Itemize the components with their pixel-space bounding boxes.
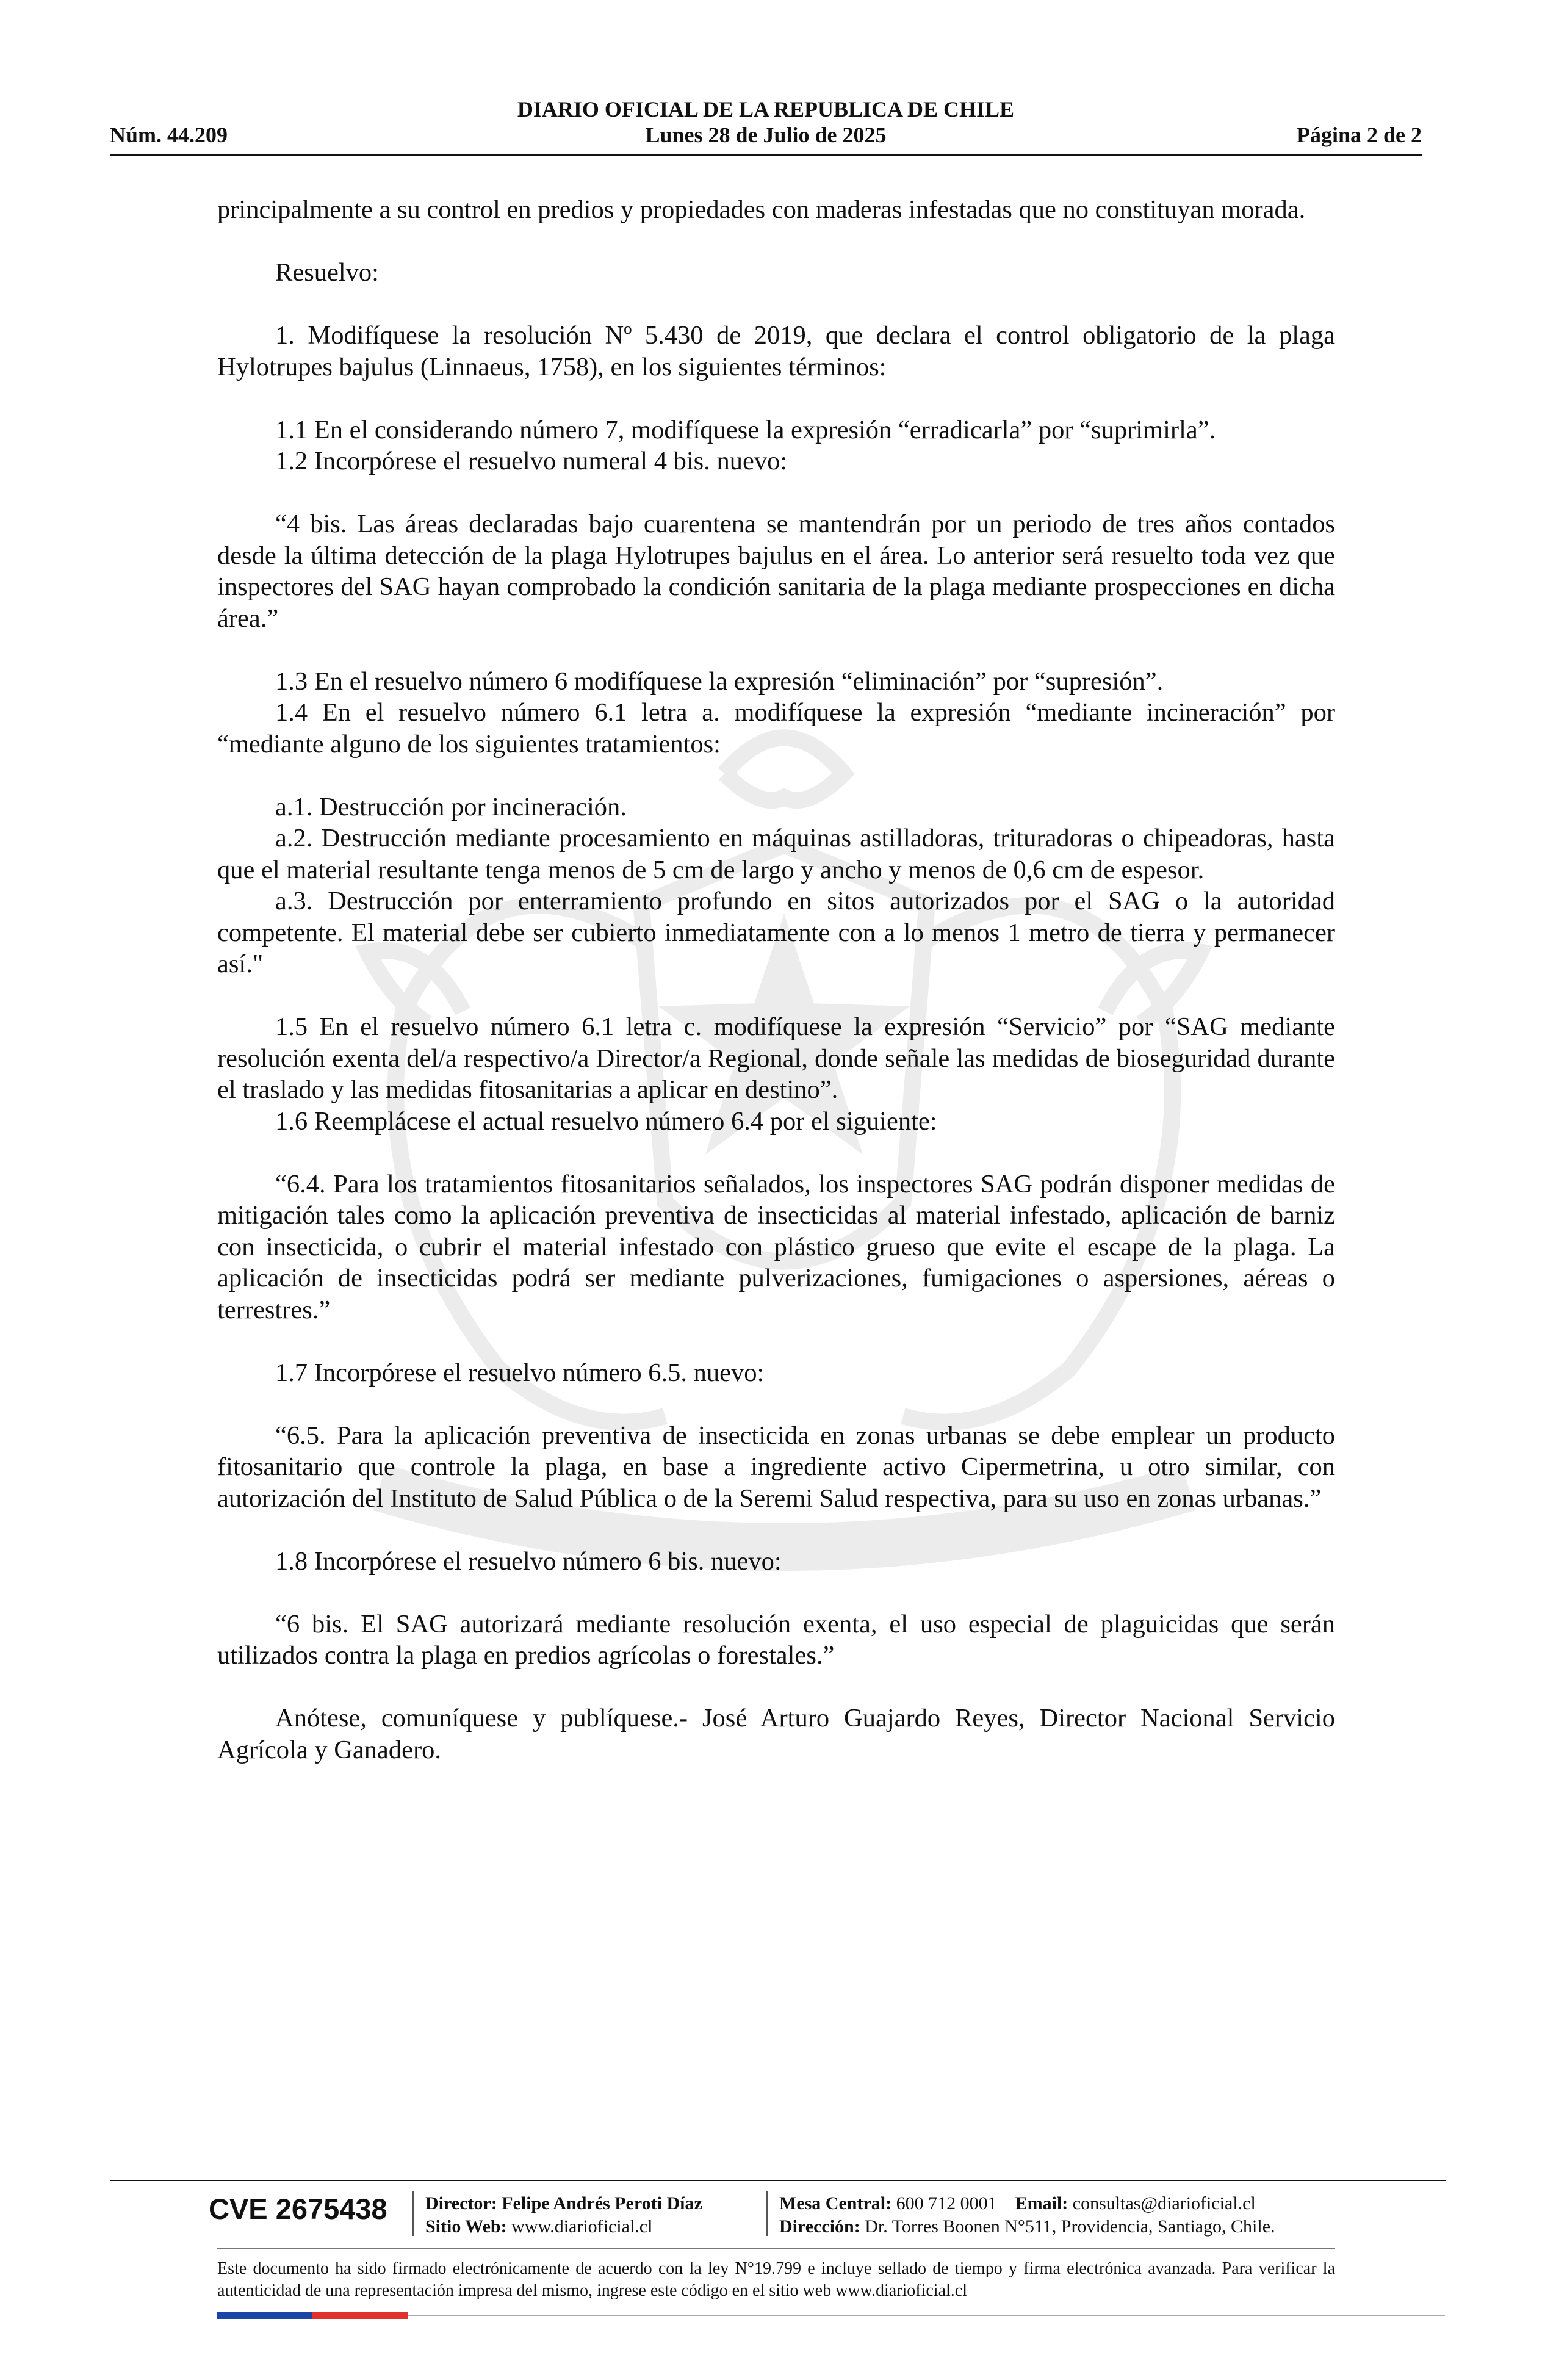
footer-divider: [110, 2180, 1446, 2181]
mesa-label: Mesa Central:: [779, 2193, 892, 2213]
paragraph-quote: “6.4. Para los tratamientos fitosanitarios señalados, los inspectores SAG podrán disponer medidas de mitigación tales como la aplicación preventiva de insecticidas al material infestado, aplicación de barniz con insecticida, o cubrir el material infestado con plástico grueso que evite el escape de la plaga. La aplicación de insecticidas podrá ser mediante pulverizaciones, fumigaciones o aspersiones, aéreas o terrestres.”: [217, 1169, 1335, 1324]
issue-number: Núm. 44.209: [110, 123, 228, 147]
paragraph: 1.6 Reemplácese el actual resuelvo número 6.4 por el siguiente:: [275, 1106, 937, 1136]
electronic-signature-note: Este documento ha sido firmado electrónicamente de acuerdo con la ley N°19.799 e incluye sellado de tiempo y firma electrónica avanzada. Para verificar la autenticidad de una representación impresa del mismo, ingrese este código en el sitio web www.diarioficial.cl: [217, 2259, 1335, 2300]
paragraph-quote: “6 bis. El SAG autorizará mediante resolución exenta, el uso especial de plaguicidas que serán utilizados contra la plaga en predios agrícolas o forestales.”: [217, 1609, 1335, 1670]
email-label: Email:: [1015, 2193, 1068, 2213]
paragraph: a.2. Destrucción mediante procesamiento en máquinas astilladoras, trituradoras o chipeadoras, hasta que el material resultante tenga menos de 5 cm de largo y ancho y menos de 0,6 cm de espesor.: [217, 824, 1335, 884]
footer-contact-block: [779, 2192, 1275, 2238]
footer-separator: [412, 2191, 414, 2236]
issue-date: Lunes 28 de Julio de 2025: [645, 123, 887, 147]
paragraph: a.1. Destrucción por incineración.: [275, 792, 627, 821]
address-label: Dirección:: [779, 2216, 860, 2237]
document-body: [217, 194, 1335, 1765]
paragraph-resuelvo: Resuelvo:: [275, 258, 379, 287]
paragraph: principalmente a su control en predios y propiedades con maderas infestadas que no constituyan morada.: [217, 195, 1306, 224]
footer-director-block: [425, 2192, 702, 2238]
flag-blue-segment: [217, 2312, 312, 2319]
paragraph: 1.4 En el resuelvo número 6.1 letra a. modifíquese la expresión “mediante incineración” por “mediante alguno de los siguientes tratamientos:: [217, 698, 1335, 759]
footer-bottom-line: [408, 2315, 1445, 2316]
cve-code: CVE 2675438: [209, 2193, 387, 2225]
paragraph: 1.2 Incorpórese el resuelvo numeral 4 bis. nuevo:: [275, 447, 788, 475]
footer-separator: [766, 2191, 768, 2236]
address-text: Dr. Torres Boonen N°511, Providencia, Santiago, Chile.: [865, 2216, 1275, 2237]
mesa-phone: 600 712 0001: [896, 2193, 997, 2213]
paragraph: a.3. Destrucción por enterramiento profundo en sitos autorizados por el SAG o la autoridad competente. El material debe ser cubierto inmediatamente con a lo menos 1 metro de tierra y permanecer así.": [217, 887, 1335, 978]
website-label: Sitio Web:: [425, 2216, 507, 2237]
header-row: [110, 122, 1422, 149]
paragraph: 1. Modifíquese la resolución Nº 5.430 de 2019, que declara el control obligatorio de la plaga Hylotrupes bajulus (Linnaeus, 1758), en los siguientes términos:: [217, 321, 1335, 381]
flag-red-segment: [312, 2312, 408, 2319]
director-label: Director:: [425, 2193, 497, 2213]
page-indicator: Página 2 de 2: [1296, 123, 1422, 147]
paragraph-quote: “4 bis. Las áreas declaradas bajo cuarentena se mantendrán por un periodo de tres años contados desde la última detección de la plaga Hylotrupes bajulus en el área. Lo anterior será resuelto toda vez que inspectores del SAG hayan comprobado la condición sanitaria de la plaga mediante prospecciones en dicha área.”: [217, 510, 1335, 633]
footer-divider: [217, 2248, 1335, 2249]
signature-paragraph: Anótese, comuníquese y publíquese.- José Arturo Guajardo Reyes, Director Nacional Servicio Agrícola y Ganadero.: [217, 1704, 1335, 1764]
newspaper-title: DIARIO OFICIAL DE LA REPUBLICA DE CHILE: [517, 97, 1015, 121]
paragraph: 1.3 En el resuelvo número 6 modifíquese la expresión “eliminación” por “supresión”.: [275, 666, 1164, 696]
paragraph: 1.1 En el considerando número 7, modifíquese la expresión “erradicarla” por “suprimirla”.: [275, 415, 1216, 444]
paragraph: 1.7 Incorpórese el resuelvo número 6.5. nuevo:: [275, 1358, 765, 1387]
email-link[interactable]: consultas@diarioficial.cl: [1072, 2193, 1256, 2213]
header-divider: [110, 154, 1422, 156]
paragraph: 1.8 Incorpórese el resuelvo número 6 bis. nuevo:: [275, 1546, 782, 1576]
website-link[interactable]: www.diarioficial.cl: [511, 2216, 653, 2237]
flag-color-bar: [217, 2312, 408, 2319]
director-name: Felipe Andrés Peroti Díaz: [502, 2193, 702, 2213]
paragraph-quote: “6.5. Para la aplicación preventiva de insecticida en zonas urbanas se debe emplear un producto fitosanitario que controle la plaga, en base a ingrediente activo Cipermetrina, u otro similar, con autorización del Instituto de Salud Pública o de la Seremi Salud respectiva, para su uso en zonas urbanas.”: [217, 1421, 1335, 1513]
paragraph: 1.5 En el resuelvo número 6.1 letra c. modifíquese la expresión “Servicio” por “SAG mediante resolución exenta del/a respectivo/a Director/a Regional, donde señale las medidas de bioseguridad durante el traslado y las medidas fitosanitarias a aplicar en destino”.: [217, 1012, 1335, 1104]
